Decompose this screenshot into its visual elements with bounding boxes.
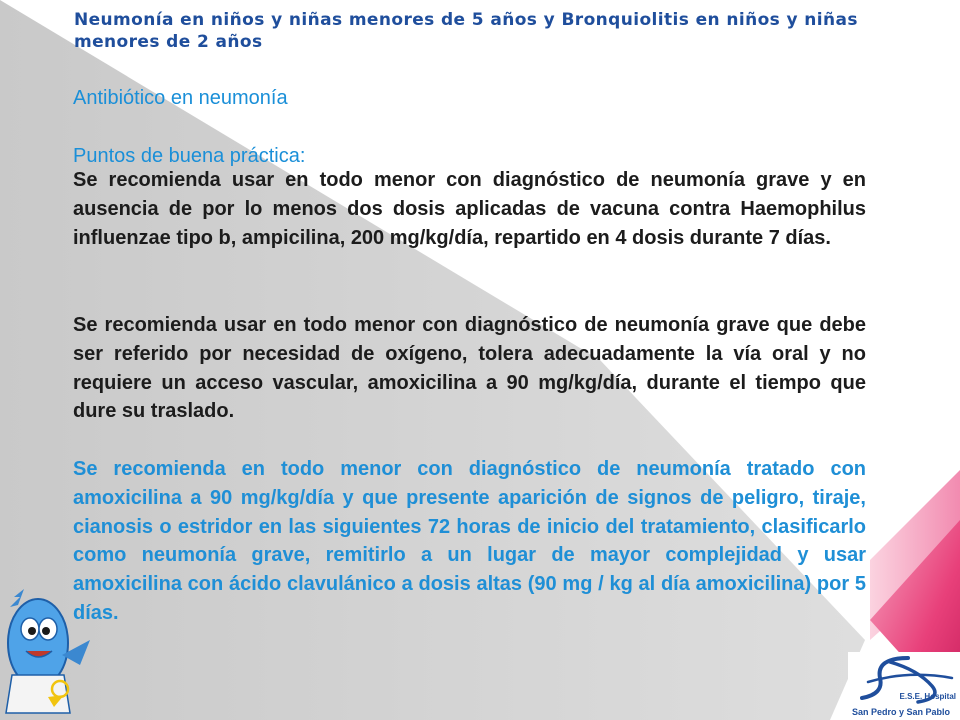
logo-line-1: E.S.E. Hospital [899,692,956,701]
hospital-logo [848,652,960,720]
slide-header: Neumonía en niños y niñas menores de 5 años y Bronquiolitis en niños y niñas menores de 2 años [74,10,858,52]
section-heading: Antibiótico en neumonía [73,87,288,109]
recommendation-2: Se recomienda usar en todo menor con diagnóstico de neumonía grave que debe ser referido por necesidad de oxígeno, tolera adecuadamente la vía oral y no requiere un acceso vascular, amoxicilina a 90 mg/kg/día, durante el tiempo que dure su traslado. [73,314,866,423]
recommendation-1: Se recomienda usar en todo menor con diagnóstico de neumonía grave y en ausencia de por lo menos dos dosis aplicadas de vacuna contra Haemophilus influenzae tipo b, ampicilina, 200 mg/kg/día, repartido en 4 dosis durante 7 días. [73,169,866,249]
good-practice-heading: Puntos de buena práctica: [73,145,306,167]
recommendation-3: Se recomienda en todo menor con diagnóstico de neumonía tratado con amoxicilina a 90 mg/kg/día y que presente aparición de signos de peligro, tiraje, cianosis o estridor en las siguientes 72 horas de inicio del tratamiento, clasificarlo como neumonía grave, remitirlo a un lugar de mayor complejidad y usar amoxicilina con ácido clavulánico a dosis altas (90 mg / kg al día amoxicilina) por 5 días. [73,458,866,624]
fish-doctor-mascot-icon [0,585,98,720]
logo-line-2: San Pedro y San Pablo [852,707,951,717]
